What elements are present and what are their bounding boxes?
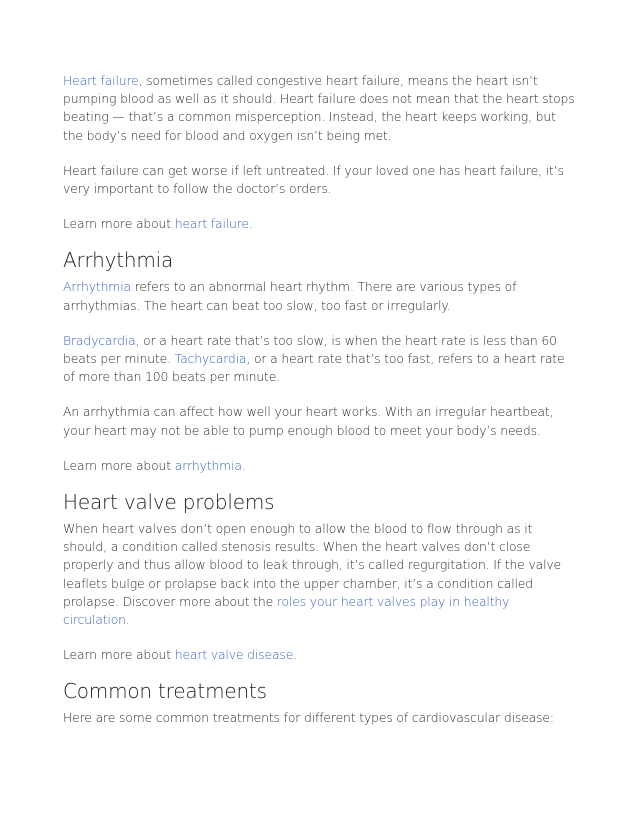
paragraph-text: refers to an abnormal heart rhythm. There are various types of arrhythmias. The heart can beat too slow, too fast or irregularly. [63, 279, 517, 313]
learn-more-prefix: Learn more about [63, 216, 175, 232]
learn-more-suffix: . [293, 647, 297, 663]
heart-valve-heading: Heart valve problems [63, 490, 275, 515]
arrhythmia-heading: Arrhythmia [63, 248, 174, 273]
arrhythmia-paragraph [63, 278, 578, 314]
paragraph-text: , sometimes called congestive heart failure, means the heart isn’t pumping blood as well as it should. Heart failure does not mean that the heart stops beating — that’s a common misperception. Instead, the heart keeps working, but the body’s need for blood and oxygen isn’t being met. [63, 73, 575, 143]
learn-more-suffix: . [248, 216, 253, 232]
paragraph-text: , or a heart rate that’s too slow, is when the heart rate is less than 60 beats per minute. [63, 332, 557, 367]
heart-failure-paragraph [63, 72, 578, 145]
learn-more-heart-failure [63, 215, 578, 233]
valve-paragraph [63, 520, 578, 629]
learn-more-prefix: Learn more about [63, 647, 175, 663]
heart-failure-link[interactable]: Heart failure [63, 73, 139, 88]
paragraph-text: When heart valves don’t open enough to allow the blood to flow through as it should, a condition called stenosis results. When the heart valves don’t close properly and thus allow blood to leak through, it’s called regurgitation. If the valve leaflets bulge or prolapse back into the upper chamber, it’s a condition called prolapse. Discover more about the [63, 521, 562, 609]
heart-failure-learn-more-link[interactable]: heart failure [174, 216, 249, 232]
heart-failure-paragraph-2: Heart failure can get worse if left untreated. If your loved one has heart failure, it’s very important to follow the doctor’s orders. [63, 162, 564, 197]
valve-disease-learn-more-link[interactable]: heart valve disease [174, 647, 294, 663]
treatments-heading: Common treatments [63, 679, 267, 704]
learn-more-arrhythmia [63, 457, 578, 475]
arrhythmia-link[interactable]: Arrhythmia [63, 279, 131, 295]
valve-roles-link[interactable]: roles your heart valves play in healthy circulation [63, 593, 510, 628]
learn-more-prefix: Learn more about [63, 457, 175, 473]
tachycardia-link[interactable]: Tachycardia [174, 351, 247, 367]
bradycardia-link[interactable]: Bradycardia [63, 332, 136, 348]
arrhythmia-effect-paragraph: An arrhythmia can affect how well your heart works. With an irregular heartbeat, your heart may not be able to pump enough blood to meet your body’s needs. [63, 404, 554, 438]
paragraph-suffix: . [125, 612, 130, 628]
arrhythmia-learn-more-link[interactable]: arrhythmia [174, 457, 242, 473]
paragraph-text: , or a heart rate that’s too fast, refers to a heart rate of more than 100 beats per minute. [63, 351, 565, 385]
heart-rate-paragraph [63, 332, 578, 387]
article-body [63, 72, 578, 728]
learn-more-suffix: . [241, 457, 246, 473]
learn-more-valve [63, 646, 578, 664]
treatments-paragraph: Here are some common treatments for different types of cardiovascular disease: [63, 710, 554, 726]
